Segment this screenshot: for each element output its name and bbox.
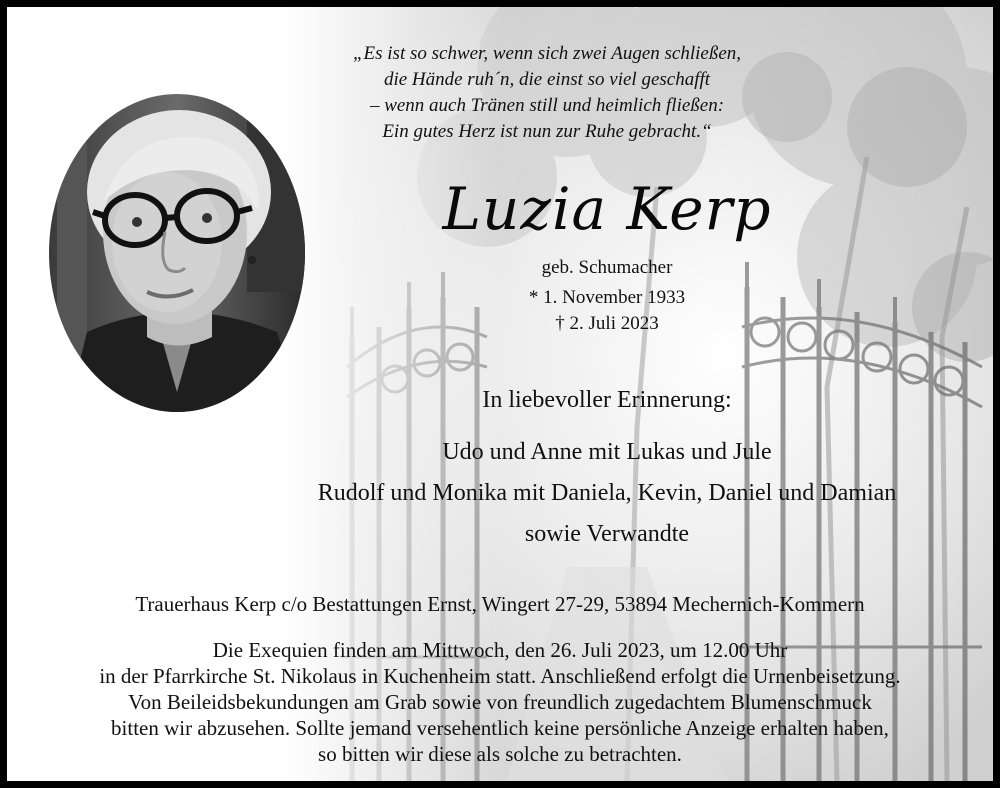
family-line: Udo und Anne mit Lukas und Jule bbox=[442, 439, 772, 465]
death-date: † 2. Juli 2023 bbox=[555, 313, 659, 334]
notice-line: bitten wir abzusehen. Sollte jemand versehentlich keine persönliche Anzeige erhalten haben, bbox=[111, 716, 889, 740]
birth-date: * 1. November 1933 bbox=[528, 287, 686, 308]
maiden-name: geb. Schumacher bbox=[541, 257, 673, 278]
quote-line: – wenn auch Tränen still und heimlich fließen: bbox=[369, 95, 725, 116]
quote-line: „Es ist so schwer, wenn sich zwei Augen schließen, bbox=[352, 43, 742, 64]
quote-line: Ein gutes Herz ist nun zur Ruhe gebracht.“ bbox=[382, 121, 712, 142]
notice-line: so bitten wir diese als solche zu betrachten. bbox=[318, 742, 682, 766]
portrait-photo bbox=[47, 92, 307, 414]
mourning-address: Trauerhaus Kerp c/o Bestattungen Ernst, Wingert 27-29, 53894 Mechernich-Kommern bbox=[135, 592, 865, 616]
quote-block bbox=[307, 41, 787, 145]
family-line: Rudolf und Monika mit Daniela, Kevin, Daniel und Damian bbox=[317, 480, 897, 506]
notice-line: Von Beileidsbekundungen am Grab sowie von freundlich zugedachtem Blumenschmuck bbox=[128, 690, 872, 714]
family-line: sowie Verwandte bbox=[524, 521, 690, 547]
notice-line: Die Exequien finden am Mittwoch, den 26. Juli 2023, um 12.00 Uhr bbox=[212, 638, 788, 662]
remembrance-heading: In liebevoller Erinnerung: bbox=[482, 387, 732, 413]
deceased-name: Luzia Kerp bbox=[442, 175, 772, 243]
quote-line: die Hände ruh´n, die einst so viel geschafft bbox=[383, 69, 711, 90]
notice-line: in der Pfarrkirche St. Nikolaus in Kuchenheim statt. Anschließend erfolgt die Urnenbeisetzung. bbox=[99, 664, 901, 688]
